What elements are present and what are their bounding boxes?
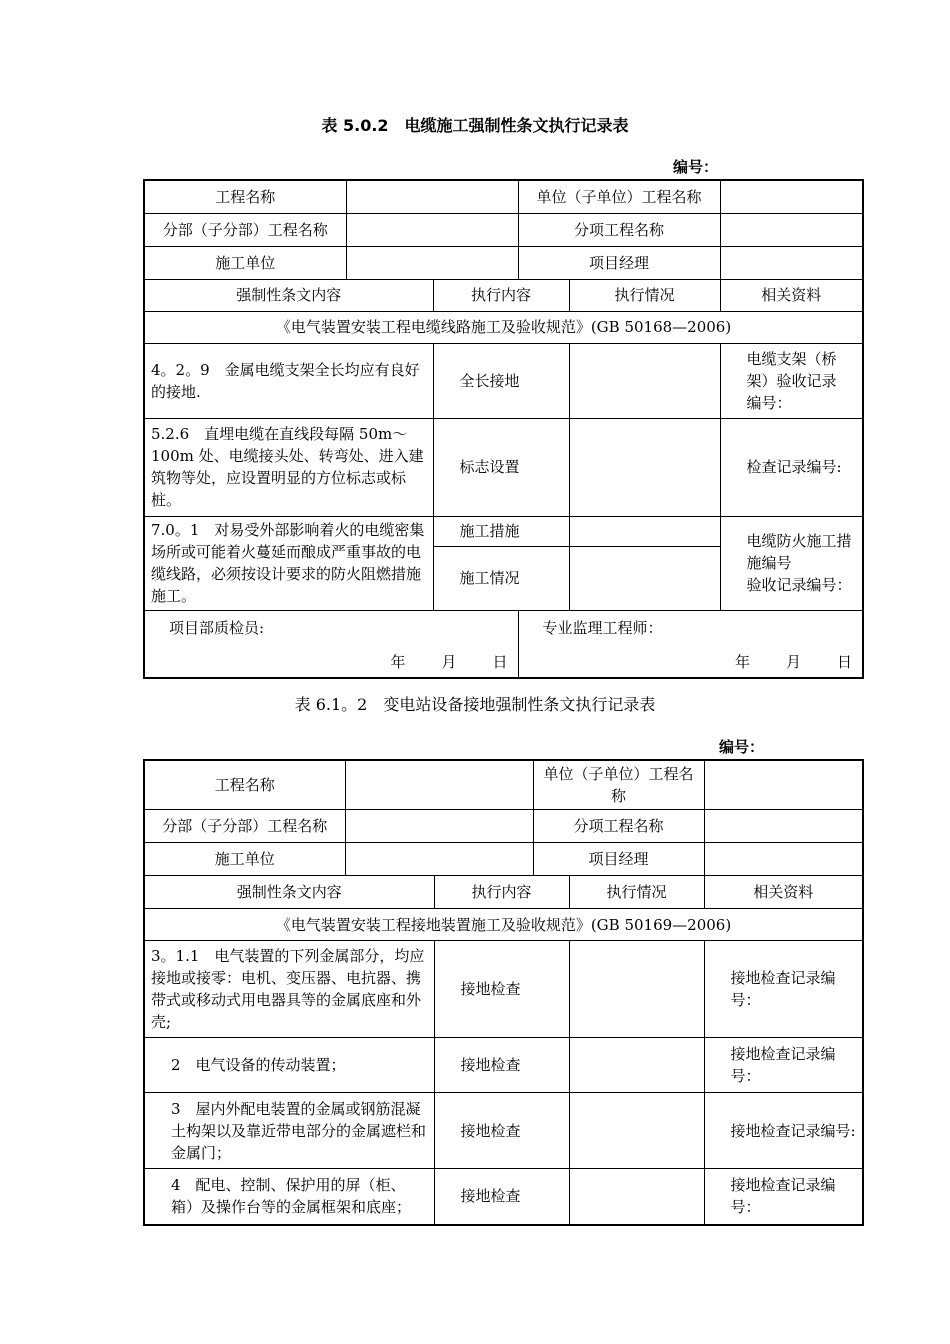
supervisor-cell[interactable]	[518, 610, 863, 678]
table-row	[144, 909, 863, 941]
division-name-field[interactable]	[345, 810, 533, 843]
division-name-field[interactable]	[346, 213, 518, 246]
table-row	[144, 213, 863, 246]
project-name-field[interactable]	[346, 180, 518, 213]
construction-unit-field[interactable]	[346, 246, 518, 279]
table1-number-label: 编号：	[673, 158, 719, 176]
table-row	[144, 810, 863, 843]
related-cell: 接地检查记录编号:	[704, 1093, 863, 1169]
exec-cell: 接地检查	[434, 1038, 569, 1093]
table1-title: 表 5.0.2 电缆施工强制性条文执行记录表	[321, 116, 629, 135]
clause-cell: 4 配电、控制、保护用的屏（柜、箱）及操作台等的金属框架和底座；	[144, 1169, 434, 1225]
unit-project-name-label: 单位（子单位）工程名称	[533, 760, 704, 810]
exec-cell: 施工措施	[433, 516, 569, 546]
unit-project-name-label: 单位（子单位）工程名称	[518, 180, 720, 213]
column-header-clause: 强制性条文内容	[144, 279, 433, 311]
exec-cell: 施工情况	[433, 546, 569, 610]
construction-unit-field[interactable]	[345, 843, 533, 876]
clause-cell: 4。2。9 金属电缆支架全长均应有良好的接地.	[144, 343, 433, 418]
table-row	[144, 941, 863, 1038]
column-header-status: 执行情况	[569, 279, 720, 311]
qc-inspector-label: 项目部质检员:	[169, 618, 265, 637]
project-name-field[interactable]	[345, 760, 533, 810]
related-text: 电缆支架（桥架）验收记录	[746, 349, 837, 390]
construction-unit-label: 施工单位	[144, 246, 346, 279]
exec-cell: 接地检查	[434, 941, 569, 1038]
unit-project-name-field[interactable]	[720, 180, 863, 213]
table2	[143, 759, 864, 1226]
table-row	[144, 246, 863, 279]
related-cell: 检查记录编号:	[720, 418, 863, 516]
item-project-name-label: 分项工程名称	[518, 213, 720, 246]
clause-cell: 3。1.1 电气装置的下列金属部分，均应接地或接零：电机、变压器、电抗器、携带式或移动式用电器具等的金属底座和外壳;	[144, 941, 434, 1038]
status-cell[interactable]	[569, 941, 704, 1038]
date-year: 年	[390, 652, 406, 671]
supervisor-label: 专业监理工程师：	[542, 618, 663, 637]
related-cell	[720, 343, 863, 418]
table-row	[144, 279, 863, 311]
item-project-name-field[interactable]	[720, 213, 863, 246]
project-manager-label: 项目经理	[518, 246, 720, 279]
status-cell[interactable]	[569, 546, 720, 610]
column-header-exec: 执行内容	[433, 279, 569, 311]
column-header-related: 相关资料	[704, 876, 863, 909]
table-row	[144, 516, 863, 546]
clause-cell: 3 屋内外配电装置的金属或钢筋混凝土构架以及靠近带电部分的金属遮栏和金属门；	[144, 1093, 434, 1169]
item-project-name-label: 分项工程名称	[533, 810, 704, 843]
table-row	[144, 876, 863, 909]
supervisor-date	[699, 651, 852, 673]
unit-project-name-field[interactable]	[704, 760, 863, 810]
division-name-label: 分部（子分部）工程名称	[144, 810, 345, 843]
related-number: 验收记录编号：	[746, 576, 852, 594]
clause-cell: 7.0。1 对易受外部影响着火的电缆密集场所或可能着火蔓延而酿成严重事故的电缆线路，必须按设计要求的防火阻燃措施施工。	[144, 516, 433, 610]
date-day: 日	[492, 652, 508, 671]
date-month: 月	[786, 652, 802, 671]
table1	[143, 179, 864, 679]
table-row	[144, 418, 863, 516]
table2-title: 表 6.1。2 变电站设备接地强制性条文执行记录表	[294, 695, 656, 714]
related-cell: 接地检查记录编号：	[704, 941, 863, 1038]
exec-cell: 标志设置	[433, 418, 569, 516]
table-row	[144, 1093, 863, 1169]
status-cell[interactable]	[569, 1093, 704, 1169]
qc-date	[354, 651, 507, 673]
project-manager-field[interactable]	[720, 246, 863, 279]
table-row	[144, 180, 863, 213]
related-cell: 接地检查记录编号：	[704, 1038, 863, 1093]
division-name-label: 分部（子分部）工程名称	[144, 213, 346, 246]
column-header-exec: 执行内容	[434, 876, 569, 909]
column-header-status: 执行情况	[569, 876, 704, 909]
date-day: 日	[837, 652, 853, 671]
table-row	[144, 343, 863, 418]
status-cell[interactable]	[569, 1038, 704, 1093]
status-cell[interactable]	[569, 343, 720, 418]
standard-title: 《电气装置安装工程电缆线路施工及验收规范》(GB 50168—2006)	[144, 311, 863, 343]
column-header-clause: 强制性条文内容	[144, 876, 434, 909]
table-row	[144, 1169, 863, 1225]
project-name-label: 工程名称	[144, 760, 345, 810]
column-header-related: 相关资料	[720, 279, 863, 311]
project-manager-field[interactable]	[704, 843, 863, 876]
status-cell[interactable]	[569, 418, 720, 516]
exec-cell: 接地检查	[434, 1093, 569, 1169]
date-year: 年	[734, 652, 750, 671]
item-project-name-field[interactable]	[704, 810, 863, 843]
construction-unit-label: 施工单位	[144, 843, 345, 876]
project-manager-label: 项目经理	[533, 843, 704, 876]
related-text: 电缆防火施工措施编号	[746, 532, 852, 572]
table-row	[144, 1038, 863, 1093]
table-row	[144, 610, 863, 678]
exec-cell: 接地检查	[434, 1169, 569, 1225]
clause-cell: 5.2.6 直埋电缆在直线段每隔 50m～100m 处、电缆接头处、转弯处、进入建筑物等处，应设置明显的方位标志或标桩。	[144, 418, 433, 516]
related-cell: 接地检查记录编号：	[704, 1169, 863, 1225]
standard-title: 《电气装置安装工程接地装置施工及验收规范》(GB 50169—2006)	[144, 909, 863, 941]
clause-cell: 2 电气设备的传动装置；	[144, 1038, 434, 1093]
related-cell	[720, 516, 863, 610]
related-number: 编号：	[746, 393, 792, 412]
qc-inspector-cell[interactable]	[144, 610, 518, 678]
status-cell[interactable]	[569, 516, 720, 546]
table-row	[144, 760, 863, 810]
table-row	[144, 843, 863, 876]
table-row	[144, 311, 863, 343]
date-month: 月	[441, 652, 457, 671]
exec-cell: 全长接地	[433, 343, 569, 418]
table2-number-label: 编号：	[719, 738, 765, 756]
status-cell[interactable]	[569, 1169, 704, 1225]
project-name-label: 工程名称	[144, 180, 346, 213]
